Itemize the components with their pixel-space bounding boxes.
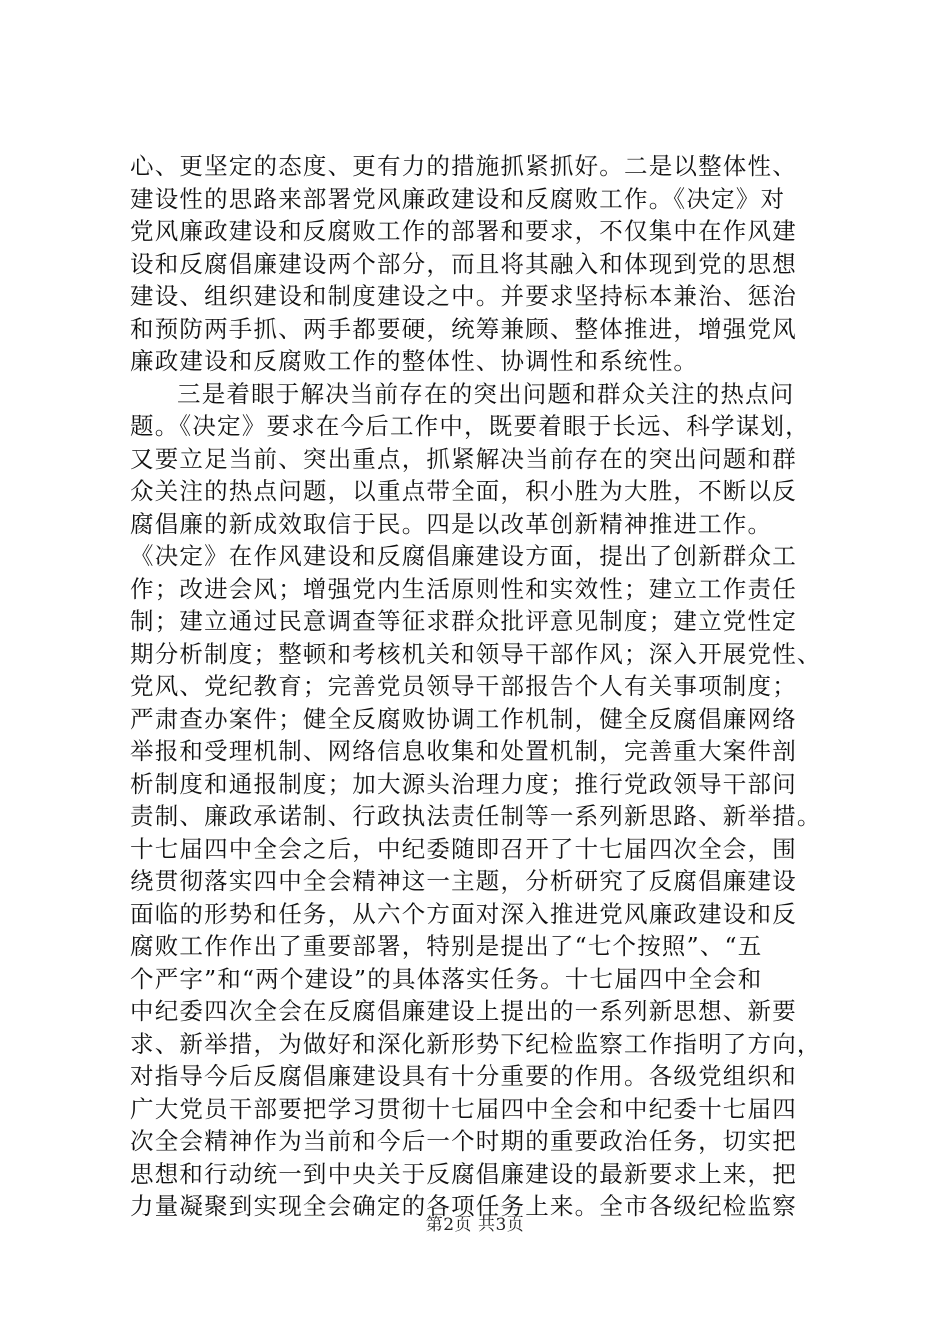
text-line: 绕贯彻落实四中全会精神这一主题，分析研究了反腐倡廉建设 bbox=[130, 867, 797, 895]
text-line: 设和反腐倡廉建设两个部分，而且将其融入和体现到党的思想 bbox=[130, 249, 797, 278]
text-line: 题。《决定》要求在今后工作中，既要着眼于长远、科学谋划， bbox=[130, 412, 810, 440]
text-line: 思想和行动统一到中央关于反腐倡廉建设的最新要求上来，把 bbox=[130, 1159, 797, 1188]
text-line: 和预防两手抓、两手都要硬，统筹兼顾、整体推进，增强党风 bbox=[130, 314, 797, 343]
text-line: 建设、组织建设和制度建设之中。并要求坚持标本兼治、惩治 bbox=[130, 282, 797, 310]
text-line: 广大党员干部要把学习贯彻十七届四中全会和中纪委十七届四 bbox=[130, 1094, 797, 1123]
paragraph-first-line: 三是着眼于解决当前存在的突出问题和群众关注的热点问 bbox=[177, 379, 795, 408]
text-line: 举报和受理机制、网络信息收集和处置机制，完善重大案件剖 bbox=[130, 737, 797, 765]
text-line: 面临的形势和任务，从六个方面对深入推进党风廉政建设和反 bbox=[130, 899, 797, 928]
text-line: 廉政建设和反腐败工作的整体性、协调性和系统性。 bbox=[130, 347, 699, 375]
text-line: 中纪委四次全会在反腐倡廉建设上提出的一系列新思想、新要 bbox=[130, 997, 797, 1025]
text-line: 求、新举措，为做好和深化新形势下纪检监察工作指明了方向， bbox=[130, 1029, 822, 1058]
text-line: 严肃查办案件；健全反腐败协调工作机制，健全反腐倡廉网络 bbox=[130, 704, 797, 733]
text-line: 腐败工作作出了重要部署，特别是提出了“七个按照”、“五 bbox=[130, 932, 763, 960]
text-line: 期分析制度；整顿和考核机关和领导干部作风；深入开展党性、 bbox=[130, 639, 822, 668]
text-line: 对指导今后反腐倡廉建设具有十分重要的作用。各级党组织和 bbox=[130, 1062, 797, 1090]
text-line: 作；改进会风；增强党内生活原则性和实效性；建立工作责任 bbox=[130, 574, 797, 603]
text-line: 党风、党纪教育；完善党员领导干部报告个人有关事项制度； bbox=[130, 672, 797, 700]
body-text bbox=[130, 150, 830, 1223]
text-line: 《决定》在作风建设和反腐倡廉建设方面，提出了创新群众工 bbox=[130, 542, 797, 570]
text-line: 十七届四中全会之后，中纪委随即召开了十七届四次全会，围 bbox=[130, 834, 797, 863]
page-number-footer: 第2页 共3页 bbox=[425, 1215, 525, 1235]
text-line: 力量凝聚到实现全会确定的各项任务上来。全市各级纪检监察 bbox=[130, 1192, 797, 1220]
text-line: 个严字”和“两个建设”的具体落实任务。十七届四中全会和 bbox=[130, 964, 763, 993]
text-line: 建设性的思路来部署党风廉政建设和反腐败工作。《决定》对 bbox=[130, 184, 786, 213]
text-line: 腐倡廉的新成效取信于民。四是以改革创新精神推进工作。 bbox=[130, 509, 773, 538]
text-line: 党风廉政建设和反腐败工作的部署和要求，不仅集中在作风建 bbox=[130, 217, 797, 245]
text-line: 心、更坚定的态度、更有力的措施抓紧抓好。二是以整体性、 bbox=[130, 152, 797, 180]
text-line: 责制、廉政承诺制、行政执法责任制等一系列新思路、新举措。 bbox=[130, 802, 822, 830]
text-line: 又要立足当前、突出重点，抓紧解决当前存在的突出问题和群 bbox=[130, 444, 797, 473]
text-line: 次全会精神作为当前和今后一个时期的重要政治任务，切实把 bbox=[130, 1127, 797, 1155]
text-line: 析制度和通报制度；加大源头治理力度；推行党政领导干部问 bbox=[130, 769, 797, 798]
text-line: 制；建立通过民意调查等征求群众批评意见制度；建立党性定 bbox=[130, 607, 797, 635]
text-line: 众关注的热点问题，以重点带全面，积小胜为大胜，不断以反 bbox=[130, 477, 797, 505]
